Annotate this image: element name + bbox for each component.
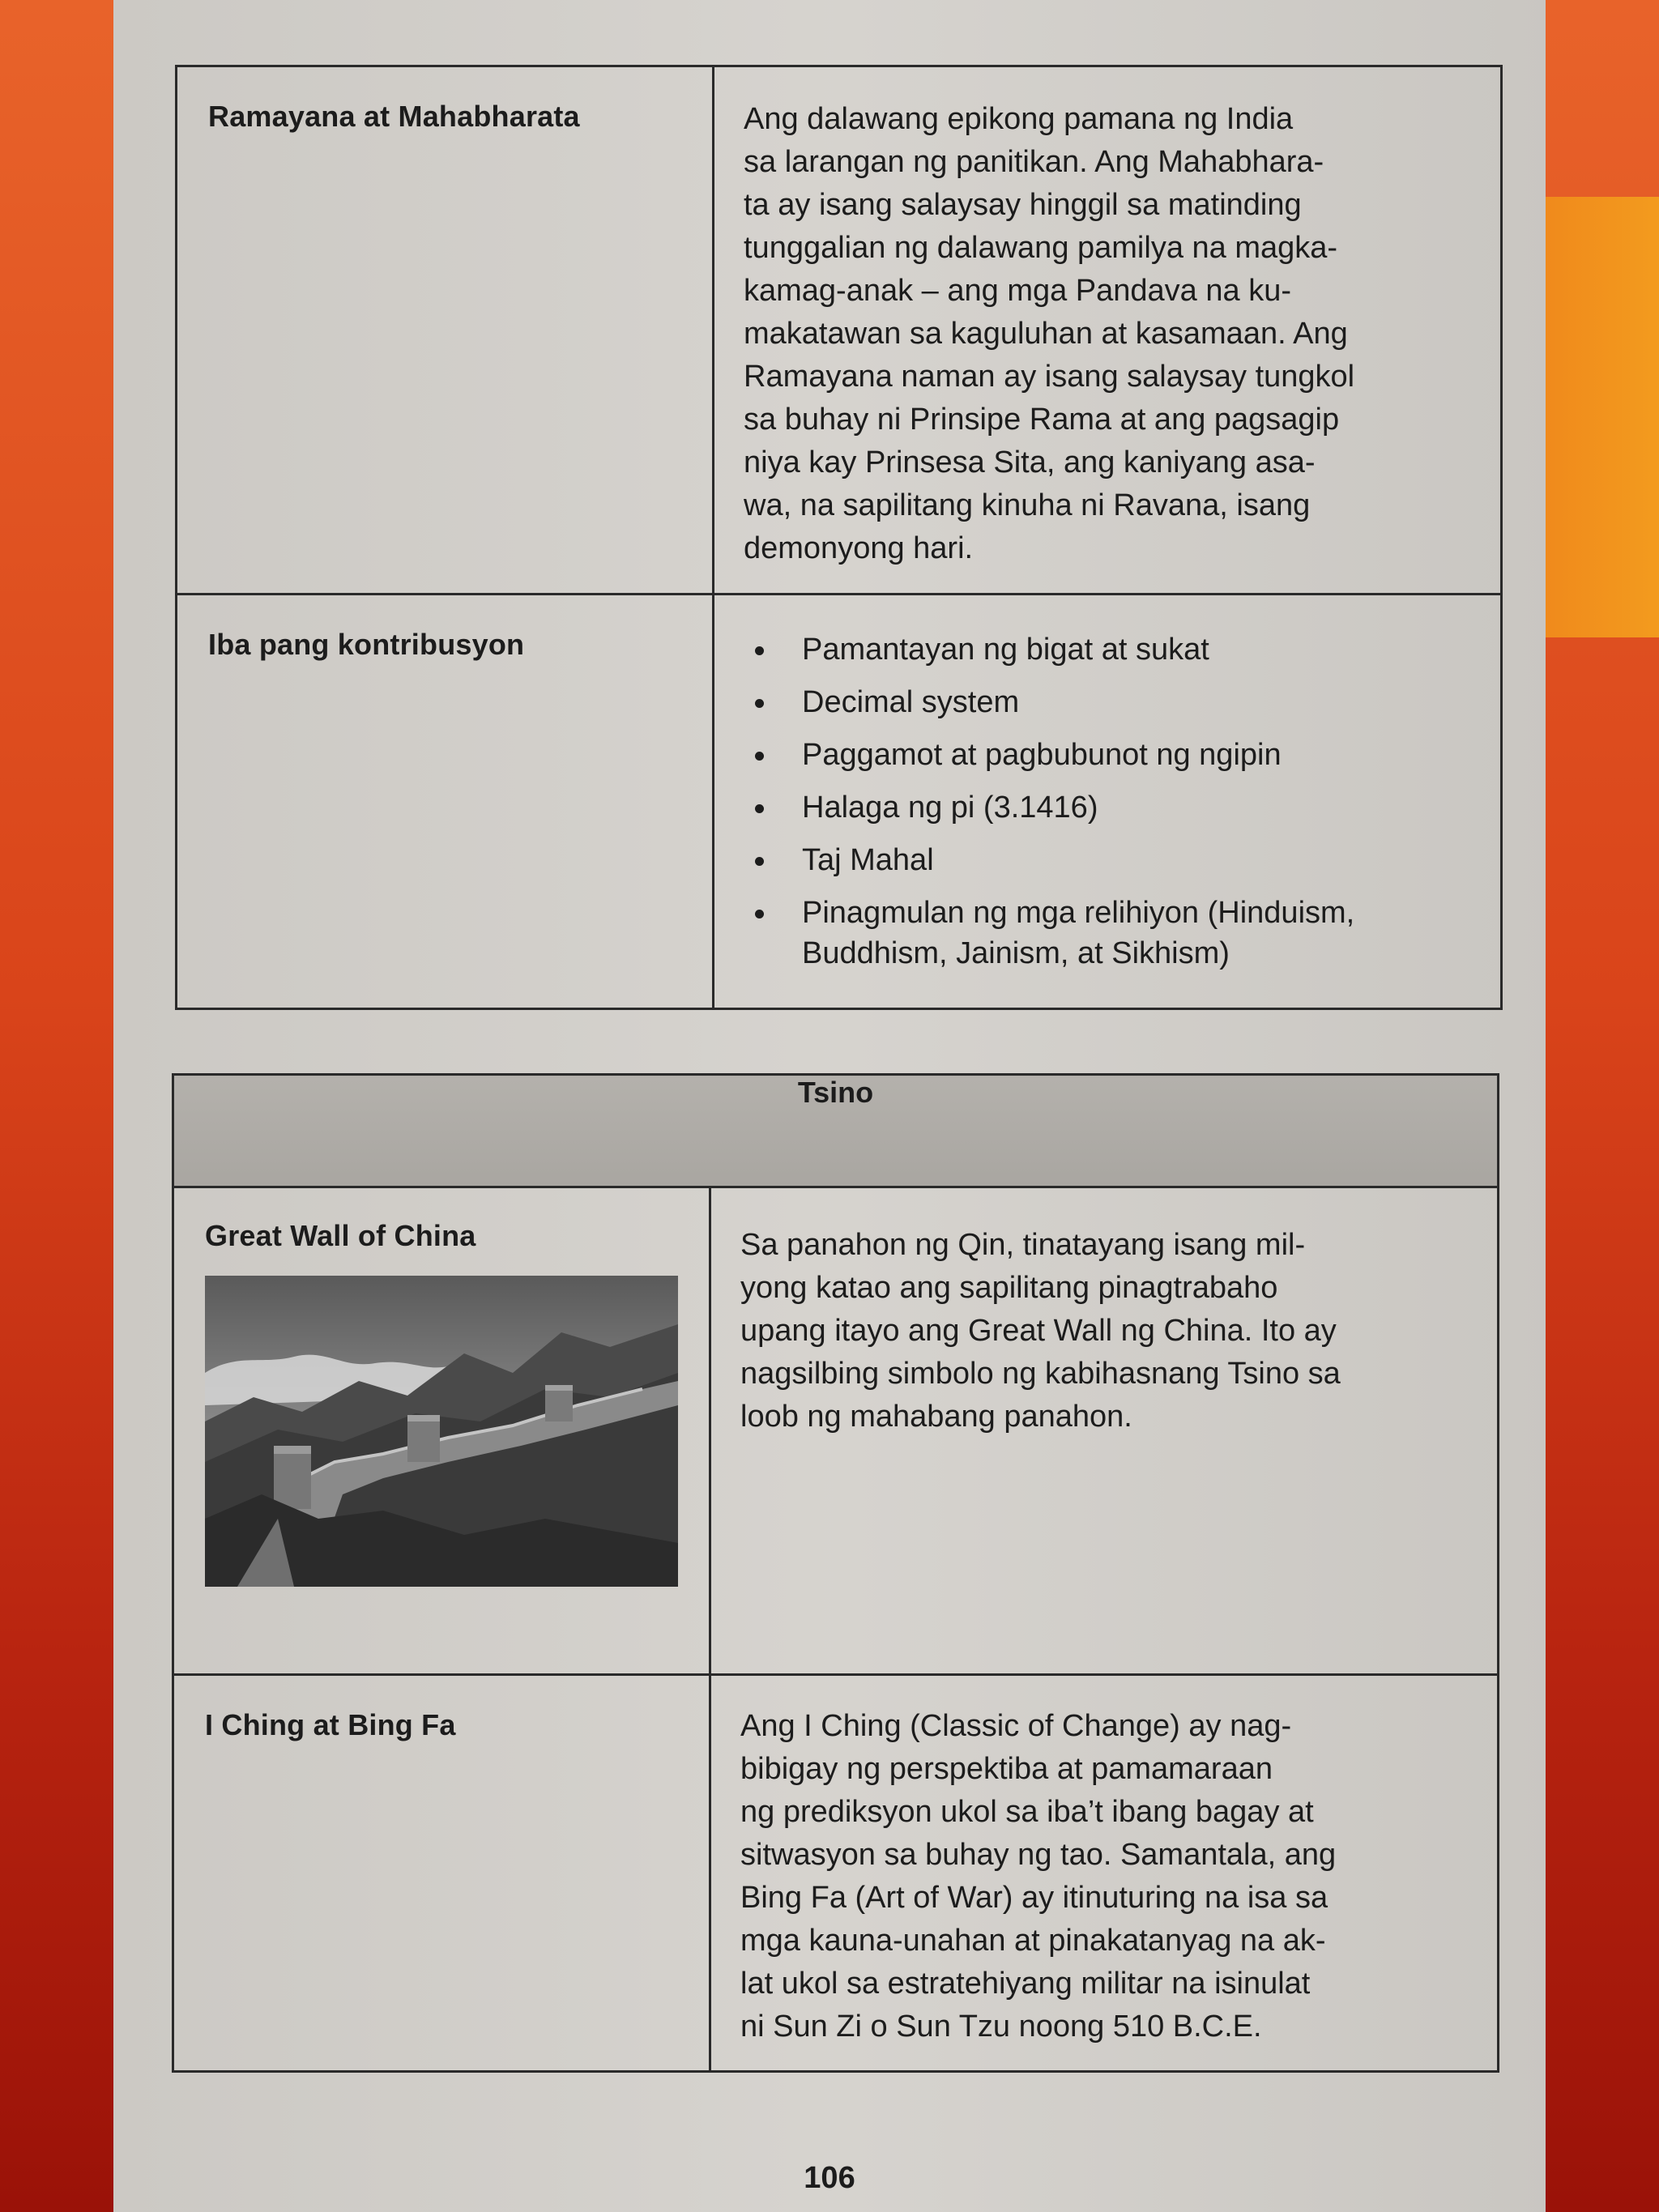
- table-row: [177, 66, 1502, 595]
- row-label-cell: [177, 595, 714, 1009]
- description-text: Ang dalawang epikong pamana ng India sa larangan ng panitikan. Ang Mahabhara- ta ay isang salaysay hinggil sa matinding tunggalian ng dalawang pamilya na magka- kamag-anak – ang mga Pandava na ku- makatawan sa kaguluhan at kasamaan. Ang Ramayana naman ay isang salaysay tungkol sa buhay ni Prinsipe Rama at ang pagsagip niya kay Prinsesa Sita, ang kaniyang asa- wa, na sapilitang kinuha ni Ravana, isang demonyong hari.: [744, 102, 1355, 565]
- row-label-cell: [173, 1187, 710, 1675]
- list-item: Halaga ng pi (3.1416): [744, 787, 1476, 828]
- row-label: Iba pang kontribusyon: [208, 628, 525, 661]
- description-text: Ang I Ching (Classic of Change) ay nag- bibigay ng perspektiba at pamamaraan ng prediksyon ukol sa iba’t ibang bagay at sitwasyon sa buhay ng tao. Samantala, ang Bing Fa (Art of War) ay itinuturing na isa sa mga kauna-unahan at pinakatanyag na ak- lat ukol sa estratehiyang militar na isinulat ni Sun Zi o Sun Tzu noong 510 B.C.E.: [740, 1709, 1337, 2044]
- bullet-icon: [755, 857, 764, 866]
- contributions-list: [744, 629, 1476, 974]
- row-label-cell: [173, 1675, 710, 2072]
- book-page: [113, 0, 1546, 2212]
- description-text: Sa panahon ng Qin, tinatayang isang mil- yong katao ang sapilitang pinagtrabaho upang itayo ang Great Wall ng China. Ito ay nagsilbing simbolo ng kabihasnang Tsino sa loob ng mahabang panahon.: [740, 1228, 1341, 1434]
- bullet-icon: [755, 699, 764, 708]
- row-label: Ramayana at Mahabharata: [208, 100, 580, 133]
- table-header-row: [173, 1075, 1499, 1187]
- india-contributions-table: [175, 65, 1503, 1010]
- table-header: Tsino: [173, 1075, 1499, 1187]
- table-row: [177, 595, 1502, 1009]
- bullet-icon: [755, 910, 764, 918]
- row-description-cell: [710, 1675, 1499, 2072]
- list-item: Pinagmulan ng mga relihiyon (Hinduism, Buddhism, Jainism, at Sikhism): [744, 893, 1476, 974]
- bullet-icon: [755, 752, 764, 761]
- list-item: Paggamot at pagbubunot ng ngipin: [744, 735, 1476, 775]
- list-item: Decimal system: [744, 682, 1476, 722]
- row-description-cell: [714, 66, 1502, 595]
- bullet-icon: [755, 646, 764, 655]
- bullet-icon: [755, 804, 764, 813]
- china-contributions-table: [172, 1073, 1499, 2073]
- great-wall-photo: [205, 1276, 678, 1587]
- row-bullets-cell: [714, 595, 1502, 1009]
- orange-accent-tab: [1546, 197, 1659, 637]
- row-label: Great Wall of China: [205, 1219, 476, 1252]
- row-label: I Ching at Bing Fa: [205, 1708, 456, 1741]
- list-item: Pamantayan ng bigat at sukat: [744, 629, 1476, 670]
- table-row: [173, 1675, 1499, 2072]
- page-number: 106: [804, 2161, 855, 2195]
- table-row: [173, 1187, 1499, 1675]
- row-label-cell: [177, 66, 714, 595]
- list-item: Taj Mahal: [744, 840, 1476, 880]
- row-description-cell: [710, 1187, 1499, 1675]
